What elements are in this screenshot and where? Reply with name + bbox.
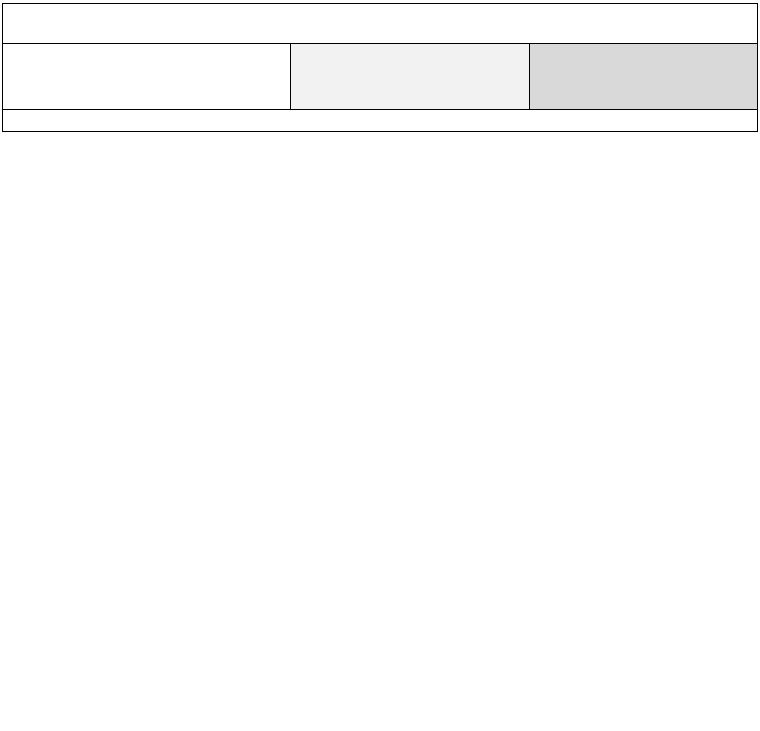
header-confirmed-physician-exam	[530, 44, 758, 110]
header-patient-reported	[291, 44, 530, 110]
table-caption-row	[3, 4, 758, 44]
ctd-symptoms-table	[2, 3, 758, 132]
table-caption	[3, 4, 758, 44]
header-row	[3, 44, 758, 110]
footnote-row	[3, 110, 758, 132]
footnote	[3, 110, 758, 132]
header-ctd-symptom	[3, 44, 291, 110]
